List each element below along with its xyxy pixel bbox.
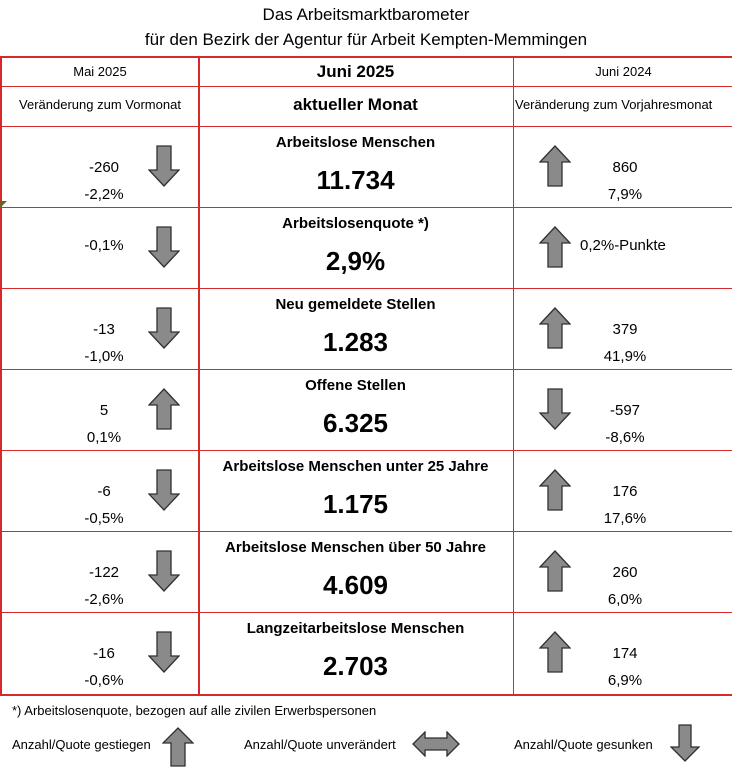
indicator-cell <box>198 531 513 612</box>
indicator-cell <box>198 612 513 693</box>
indicator-value: 2.703 <box>322 651 389 681</box>
indicator-label: Arbeitslose Menschen unter 25 Jahre <box>222 458 489 475</box>
arrow-up-icon <box>539 550 571 592</box>
left-abs-change: -260 <box>88 159 120 176</box>
arrow-up-icon <box>539 307 571 349</box>
indicator-value: 11.734 <box>316 165 395 195</box>
barometer-table <box>0 56 732 696</box>
page-title <box>0 2 732 52</box>
right-abs-change: 174 <box>612 645 638 662</box>
legend-up-label: Anzahl/Quote gestiegen <box>12 737 151 752</box>
arrow-down-icon <box>148 226 180 268</box>
right-pct-change: 41,9% <box>603 348 647 365</box>
arrow-up-icon <box>539 145 571 187</box>
title-line-1: Das Arbeitsmarktbarometer <box>262 5 470 24</box>
arrow-down-icon <box>148 550 180 592</box>
right-pct-change: 17,6% <box>603 510 647 527</box>
indicator-label: Arbeitslose Menschen über 50 Jahre <box>225 539 486 556</box>
indicator-label: Neu gemeldete Stellen <box>275 296 436 313</box>
right-pct-change: 6,0% <box>607 591 643 608</box>
footnote: *) Arbeitslosenquote, bezogen auf alle zivilen Erwerbspersonen <box>12 703 377 718</box>
indicator-cell <box>198 450 513 531</box>
header-center-caption: aktueller Monat <box>293 95 418 114</box>
indicator-cell <box>198 207 513 288</box>
left-pct-change: -2,6% <box>84 591 124 608</box>
right-abs-change: 379 <box>612 321 638 338</box>
column-divider-right <box>513 58 514 694</box>
indicator-label: Langzeitarbeitslose Menschen <box>246 620 465 637</box>
corner-marker <box>0 201 7 208</box>
indicator-cell <box>198 288 513 369</box>
left-abs-change: -122 <box>88 564 120 581</box>
left-pct-change: -0,1% <box>84 237 124 254</box>
indicator-value: 1.175 <box>322 489 389 519</box>
indicator-label: Arbeitslose Menschen <box>275 134 436 151</box>
legend-arrow-down-icon <box>670 724 700 762</box>
indicator-cell <box>198 369 513 450</box>
left-pct-change: -0,6% <box>84 672 124 689</box>
left-abs-change: -16 <box>93 645 115 662</box>
legend-arrow-up-icon <box>162 727 194 767</box>
right-abs-change: -597 <box>609 402 641 419</box>
left-pct-change: -2,2% <box>84 186 124 203</box>
arrow-up-icon <box>539 469 571 511</box>
indicator-label: Arbeitslosenquote *) <box>282 215 429 232</box>
left-abs-change: 5 <box>99 402 109 419</box>
left-pct-change: -1,0% <box>84 348 124 365</box>
right-abs-change: 860 <box>612 159 638 176</box>
left-pct-change: -0,5% <box>84 510 124 527</box>
right-pct-change: -8,6% <box>605 429 645 446</box>
right-pct-change: 0,2%-Punkte <box>580 237 666 254</box>
arrow-down-icon <box>148 631 180 673</box>
header-right-caption: Veränderung zum Vorjahresmonat <box>515 97 713 112</box>
arrow-up-icon <box>539 226 571 268</box>
header-left-caption: Veränderung zum Vormonat <box>19 97 181 112</box>
arrow-up-icon <box>148 388 180 430</box>
arrow-up-icon <box>539 631 571 673</box>
indicator-value: 1.283 <box>322 327 389 357</box>
right-pct-change: 6,9% <box>607 672 643 689</box>
legend-arrow-left-right-icon <box>412 731 460 757</box>
left-abs-change: -13 <box>93 321 115 338</box>
arrow-down-icon <box>148 145 180 187</box>
legend-down-label: Anzahl/Quote gesunken <box>514 737 653 752</box>
right-pct-change: 7,9% <box>607 186 643 203</box>
indicator-label: Offene Stellen <box>305 377 406 394</box>
title-line-2: für den Bezirk der Agentur für Arbeit Kempten-Memmingen <box>144 30 588 49</box>
arrow-down-icon <box>539 388 571 430</box>
left-abs-change: -6 <box>97 483 111 500</box>
indicator-value: 6.325 <box>322 408 389 438</box>
indicator-value: 2,9% <box>325 246 386 276</box>
indicator-value: 4.609 <box>322 570 389 600</box>
header-divider <box>2 86 732 87</box>
header-left-month: Mai 2025 <box>73 64 127 79</box>
legend-same-label: Anzahl/Quote unverändert <box>244 737 396 752</box>
right-abs-change: 176 <box>612 483 638 500</box>
arrow-down-icon <box>148 469 180 511</box>
header-right-month: Juni 2024 <box>595 64 652 79</box>
left-pct-change: 0,1% <box>86 429 122 446</box>
arrow-down-icon <box>148 307 180 349</box>
indicator-cell <box>198 126 513 207</box>
header-center-month: Juni 2025 <box>316 62 395 81</box>
right-abs-change: 260 <box>612 564 638 581</box>
